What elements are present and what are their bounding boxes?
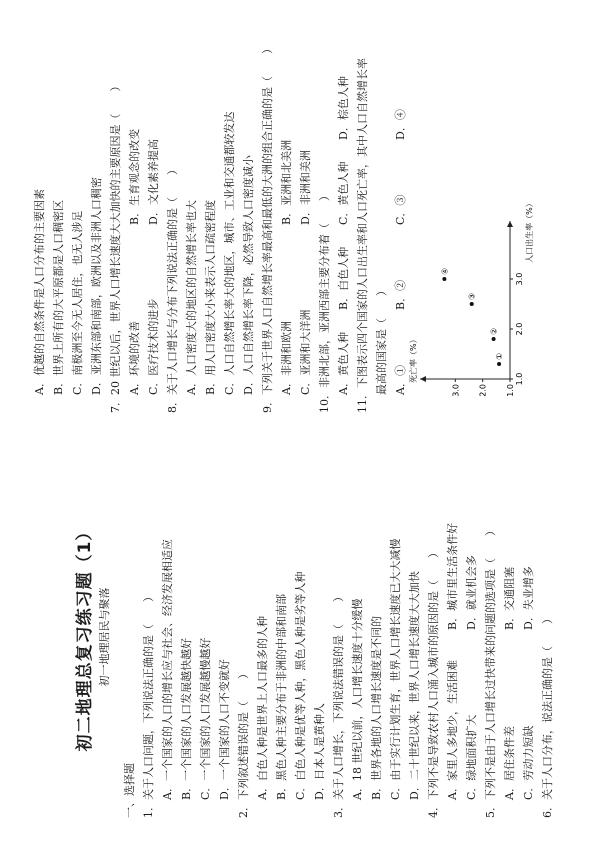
option-item: A．非洲和欧洲 [280, 321, 293, 395]
option-item: D．失业增多 [522, 566, 535, 630]
x-tick-label: 3.0 [515, 272, 524, 286]
option-item: B．交通阻塞 [503, 566, 516, 630]
left-column [30, 452, 557, 822]
option-item: B．② [394, 279, 407, 310]
x-tick-label: 1.0 [515, 372, 524, 386]
data-point-label: ② [489, 327, 499, 335]
option-line: A．优越的自然条件是人口分布的主要因素 [33, 189, 46, 395]
option-item: D．棕色人种 [337, 76, 350, 140]
option-line: B．世界各地的人口增长速度是不同的 [370, 615, 383, 800]
option-item: A．黄色人种 [337, 332, 350, 395]
option-item: A．① [394, 365, 407, 395]
chart-svg [409, 199, 534, 407]
option-line: B．一个国家的人口发展越快越好 [180, 637, 193, 800]
option-line: D．二十世纪以来，世界人口增长速度大大加快 [408, 571, 421, 800]
option-item: C．亚洲和大洋洲 [299, 309, 312, 395]
option-row [296, 32, 315, 417]
rotated-document [30, 32, 570, 822]
option-line: B．世界上所有的大平原都是人口稠密区 [52, 199, 65, 395]
option-item: B．白色人种 [337, 246, 350, 310]
option-row [500, 452, 519, 822]
option-line: D．日本人是黄种人 [313, 703, 326, 800]
question-stem: 5．下列不是由于人口增长过快带来的问题的选项是（ ） [484, 525, 497, 818]
option-item: D．非洲和美洲 [299, 150, 312, 225]
question-stem: 9．下列关于世界人口自然增长率最高和最低的大洲的组合正确的是（ ） [261, 43, 274, 413]
option-line: C．由于实行计划生育，世界人口增长速度已大大减慢 [389, 538, 402, 800]
option-item: C．③ [394, 194, 407, 225]
option-item: A．居住条件差 [503, 726, 516, 800]
option-row [144, 32, 163, 417]
right-column-questions [30, 32, 410, 417]
question-stem: 7．20 世纪以后，世界人口增长速度大大加快的主要原因是（ ） [109, 80, 122, 413]
option-item: C．绿地面积扩大 [465, 714, 478, 800]
y-axis-label: 死亡率（%） [409, 335, 418, 383]
data-point [497, 362, 501, 366]
question-stem: 3．关于人口增长，下列说法错误的是（ ） [332, 591, 345, 818]
option-item: C．黄色人种 [337, 161, 350, 225]
y-tick-label: 3.0 [451, 384, 461, 397]
option-line: A．18 世纪以前，人口增长速度十分缓慢 [351, 598, 364, 800]
option-line: C．南极洲至今无人居住，也无人涉足 [71, 210, 84, 395]
y-tick-label: 1.0 [506, 384, 515, 397]
data-point [470, 302, 474, 306]
option-item: D．文化素养提高 [147, 139, 160, 225]
option-row [277, 32, 296, 417]
question-stem: 1．关于人口问题，下列说法正确的是（ ） [142, 591, 155, 818]
page-subtitle: 初一地理居民与聚落 [98, 587, 111, 687]
option-row [125, 32, 144, 417]
question-stem: 11．下图表示四个国家的人口出生率和人口死亡率，其中人口自然增长率 [356, 58, 369, 413]
option-row [462, 452, 481, 822]
option-line: D．人口自然增长率下降，必然导致人口密度减小 [242, 155, 255, 395]
option-item: D．④ [394, 109, 407, 140]
option-item: D．就业机会多 [465, 555, 478, 630]
option-row [391, 32, 410, 417]
question-stem: 8．关于人口增长与分布下列说法正确的是（ ） [166, 164, 179, 413]
data-point [442, 277, 446, 281]
option-line: B．黑色人种主要分布于非洲的中部和南部 [275, 593, 288, 800]
question-stem: 6．关于人口分布，说法正确的是（ ） [541, 613, 554, 818]
data-point-label: ① [495, 352, 505, 360]
data-point [492, 337, 496, 341]
right-column [30, 32, 532, 417]
option-row [519, 452, 538, 822]
option-line: 最高的国家是（ ） [375, 285, 388, 395]
x-axis-arrow [507, 221, 513, 227]
option-line: C．白色人种是优等人种，黑色人种是劣等人种 [294, 571, 307, 800]
data-point-label: ④ [440, 267, 450, 275]
y-axis-arrow [420, 376, 426, 382]
option-line: D．亚洲东部和南部，欧洲以及非洲人口稠密 [90, 177, 103, 395]
option-item: C．医疗技术的进步 [147, 298, 160, 395]
rate-chart [409, 32, 534, 407]
data-point-label: ③ [467, 292, 477, 300]
option-row [334, 32, 353, 417]
option-line: D．一个国家的人口不变就好 [218, 659, 231, 800]
option-row [443, 452, 462, 822]
option-line: C．一个国家的人口发展越慢越好 [199, 637, 212, 800]
option-item: B．亚洲和北美洲 [280, 139, 293, 225]
option-item: A．家里人多地少，生活困难 [446, 660, 459, 800]
option-line: A．白色人种是世界上人口最多的人种 [256, 616, 269, 800]
question-stem: 2．下列叙述错误的是（ ） [237, 668, 250, 818]
option-item: A．环境的改善 [128, 321, 141, 395]
section-heading: 一、选择题 [123, 763, 136, 818]
option-line: A．一个国家的人口的增长应与社会、经济发展相适应 [161, 539, 174, 800]
option-item: B．生育观念的改变 [128, 128, 141, 225]
x-axis-label: 人口出生率（%） [525, 199, 534, 263]
question-stem: 10．非洲北部，亚洲西部主要分布着（ ） [318, 190, 331, 413]
option-line: C．人口自然增长率大的地区，城市、工业和交通都较发达 [223, 111, 236, 395]
question-stem: 4．下列不是导致农村人口涌入城市的原因的是（ ） [427, 547, 440, 818]
option-item: C．劳动力短缺 [522, 725, 535, 800]
y-tick-label: 2.0 [478, 384, 488, 397]
option-line: B．用人口密度大小来表示人口疏密程度 [204, 199, 217, 395]
option-line: A．人口密度大的地区的自然增长率也大 [185, 200, 198, 395]
page-title: 初二地理总复习练习题（1） [75, 522, 95, 752]
option-item: B．城市里生活条件好 [446, 522, 459, 630]
x-tick-label: 2.0 [515, 322, 524, 336]
left-column-questions [139, 452, 557, 822]
